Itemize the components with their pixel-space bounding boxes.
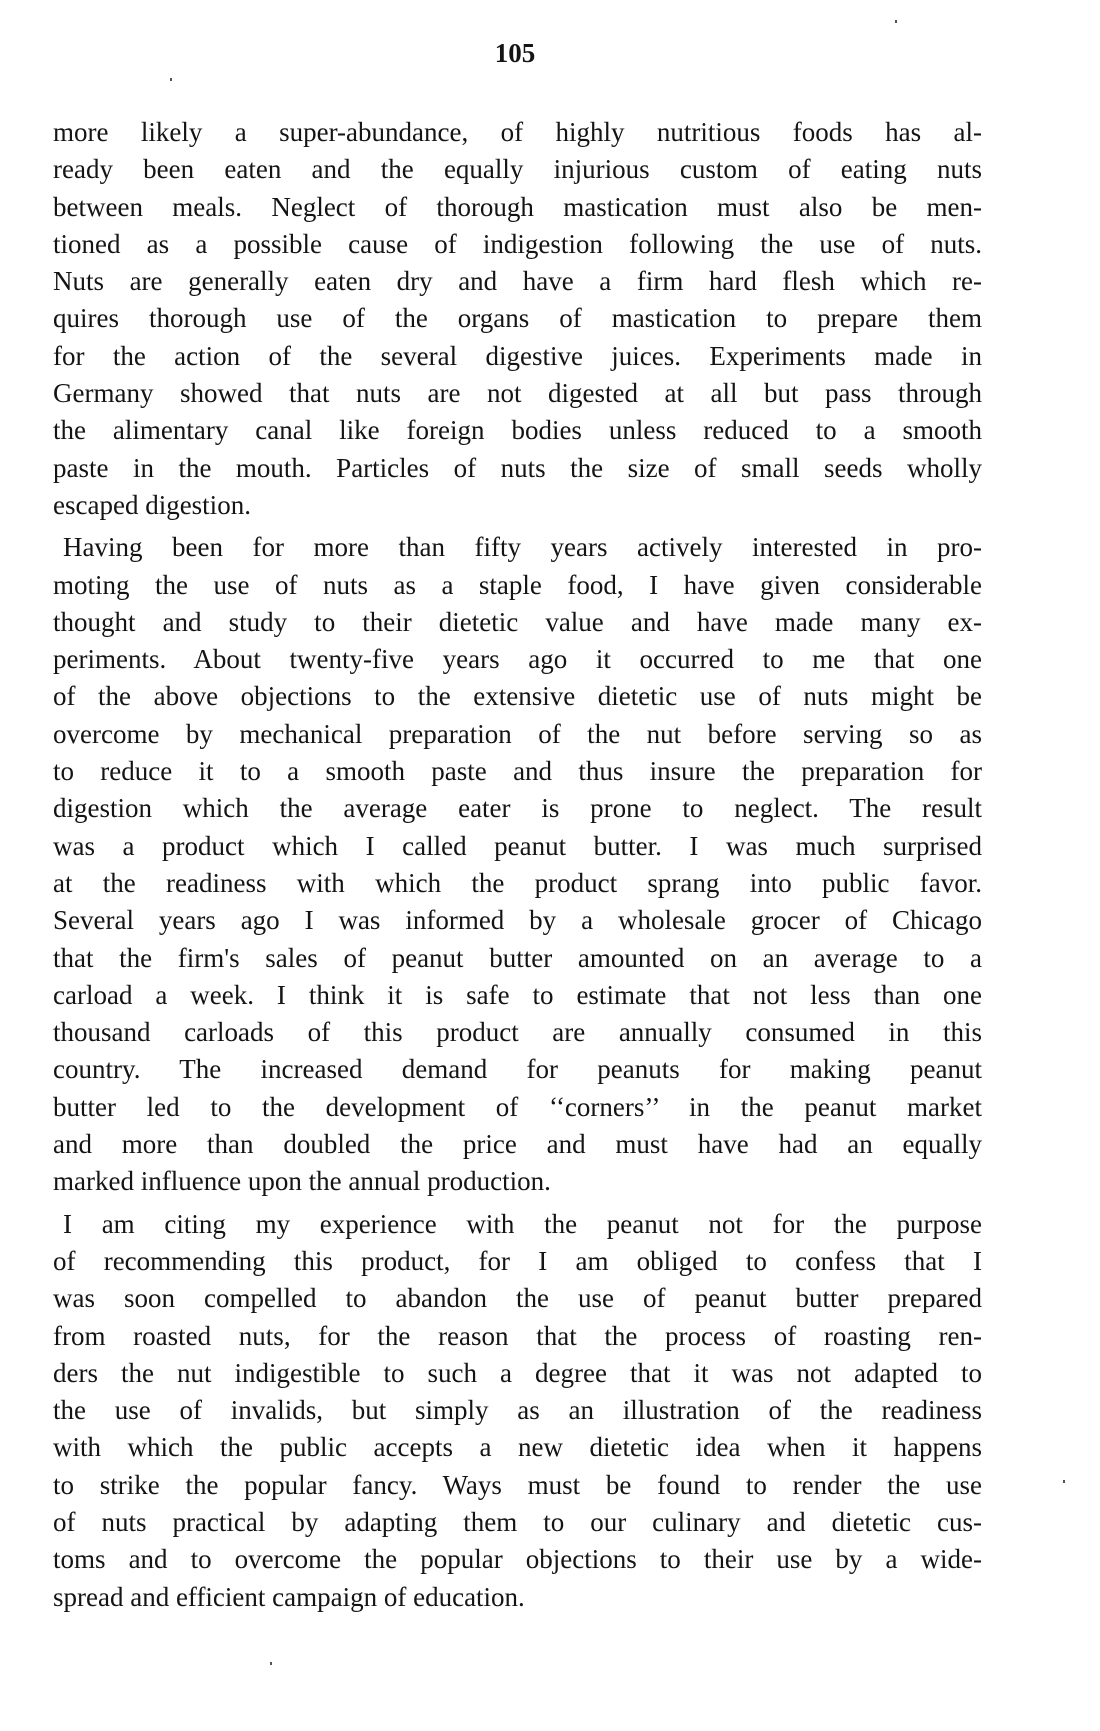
text-line: thought and study to their dietetic value and have made many ex- xyxy=(53,606,982,637)
text-line: tioned as a possible cause of indigestion following the use of nuts. xyxy=(53,228,982,259)
text-line: escaped digestion. xyxy=(53,489,251,520)
text-line: digestion which the average eater is prone to neglect. The result xyxy=(53,793,982,824)
body-text xyxy=(53,114,982,1621)
scan-speck xyxy=(895,20,897,23)
text-line: Several years ago I was informed by a wholesale grocer of Chicago xyxy=(53,905,982,936)
text-line: quires thorough use of the organs of mastication to prepare them xyxy=(53,303,982,334)
text-line: with which the public accepts a new dietetic idea when it happens xyxy=(53,1432,982,1463)
text-line: to reduce it to a smooth paste and thus insure the preparation for xyxy=(53,756,982,787)
text-line: for the action of the several digestive juices. Experiments made in xyxy=(53,340,982,371)
text-line: paste in the mouth. Particles of nuts the size of small seeds wholly xyxy=(53,452,982,483)
scan-speck xyxy=(170,78,172,81)
text-line: and more than doubled the price and must have had an equally xyxy=(53,1129,982,1160)
text-line: Germany showed that nuts are not digested at all but pass through xyxy=(53,378,982,409)
text-line: from roasted nuts, for the reason that the process of roasting ren- xyxy=(53,1320,982,1351)
text-line: the use of invalids, but simply as an illustration of the readiness xyxy=(53,1395,982,1426)
text-line: of the above objections to the extensive dietetic use of nuts might be xyxy=(53,681,982,712)
text-line: spread and efficient campaign of education. xyxy=(53,1581,525,1612)
text-line: Having been for more than fifty years actively interested in pro- xyxy=(63,532,982,563)
text-line: that the firm's sales of peanut butter amounted on an average to a xyxy=(53,942,982,973)
text-line: ready been eaten and the equally injurious custom of eating nuts xyxy=(53,154,982,185)
text-line: of recommending this product, for I am obliged to confess that I xyxy=(53,1245,982,1276)
text-line: was soon compelled to abandon the use of peanut butter prepared xyxy=(53,1283,982,1314)
text-line: butter led to the development of ‘‘corners’’ in the peanut market xyxy=(53,1091,982,1122)
text-line: more likely a super-abundance, of highly nutritious foods has al- xyxy=(53,117,982,147)
text-line: the alimentary canal like foreign bodies unless reduced to a smooth xyxy=(53,415,982,446)
text-line: moting the use of nuts as a staple food, I have given considerable xyxy=(53,569,982,600)
paragraph xyxy=(53,529,982,1200)
text-line: Nuts are generally eaten dry and have a firm hard flesh which re- xyxy=(53,266,982,297)
paragraph xyxy=(53,1206,982,1616)
text-line: between meals. Neglect of thorough mastication must also be men- xyxy=(53,191,982,222)
text-line: at the readiness with which the product sprang into public favor. xyxy=(53,867,982,898)
text-line: of nuts practical by adapting them to our culinary and dietetic cus- xyxy=(53,1506,982,1537)
text-line: ders the nut indigestible to such a degree that it was not adapted to xyxy=(53,1357,982,1388)
text-line: I am citing my experience with the peanut not for the purpose xyxy=(63,1208,982,1239)
text-line: to strike the popular fancy. Ways must be found to render the use xyxy=(53,1469,982,1500)
text-line: was a product which I called peanut butter. I was much surprised xyxy=(53,830,982,861)
text-line: country. The increased demand for peanuts for making peanut xyxy=(53,1054,982,1085)
text-line: carload a week. I think it is safe to estimate that not less than one xyxy=(53,979,982,1010)
page-number: 105 xyxy=(494,38,536,68)
text-line: periments. About twenty-five years ago it occurred to me that one xyxy=(53,644,982,675)
text-line: toms and to overcome the popular objections to their use by a wide- xyxy=(53,1544,982,1575)
text-line: marked influence upon the annual production. xyxy=(53,1166,551,1197)
text-line: thousand carloads of this product are annually consumed in this xyxy=(53,1017,982,1048)
scan-speck xyxy=(1063,1480,1065,1483)
scan-speck xyxy=(270,1662,272,1665)
paragraph xyxy=(53,114,982,524)
text-line: overcome by mechanical preparation of the nut before serving so as xyxy=(53,718,982,749)
